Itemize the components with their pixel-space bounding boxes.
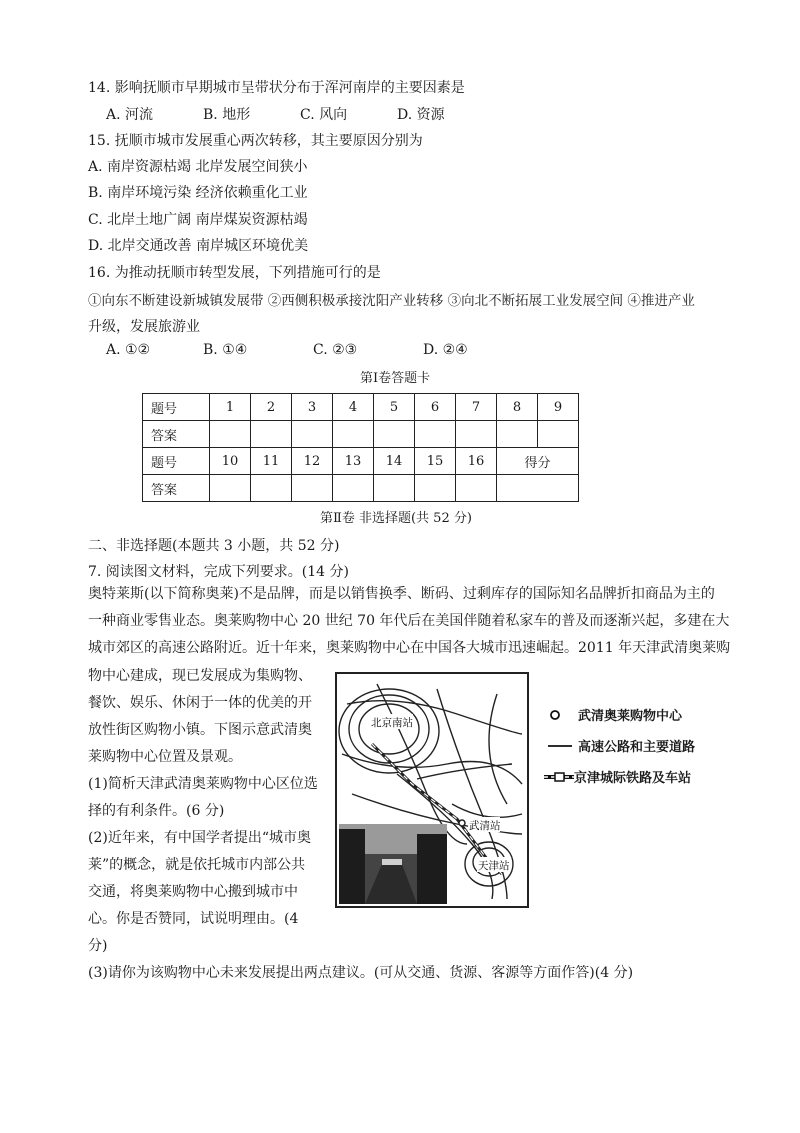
question-number-cell: 10 bbox=[210, 448, 251, 475]
q7-sub2-line: (2)近年来，有中国学者提出“城市奥 bbox=[88, 830, 311, 846]
q15-option-a: A. 南岸资源枯竭 北岸发展空间狭小 bbox=[88, 159, 308, 175]
answer-cell[interactable] bbox=[456, 421, 497, 448]
railway-icon bbox=[544, 771, 574, 787]
table-row bbox=[143, 448, 579, 475]
q15-option-d: D. 北岸交通改善 南岸城区环境优美 bbox=[88, 238, 309, 254]
legend-mall bbox=[548, 705, 682, 726]
answer-cell[interactable] bbox=[210, 475, 251, 502]
q7-intro: 7. 阅读图文材料，完成下列要求。(14 分) bbox=[88, 564, 349, 580]
question-number-cell: 7 bbox=[456, 394, 497, 421]
q16-statements-2: 升级，发展旅游业 bbox=[88, 319, 200, 335]
number-header: 题号 bbox=[143, 448, 210, 475]
question-number-cell: 11 bbox=[251, 448, 292, 475]
question-number-cell: 6 bbox=[415, 394, 456, 421]
q15-option-c: C. 北岸土地广阔 南岸煤炭资源枯竭 bbox=[88, 212, 308, 228]
map-drawing bbox=[337, 674, 527, 906]
table-row bbox=[143, 475, 579, 502]
legend-railway bbox=[544, 767, 691, 787]
q14-option-c: C. 风向 bbox=[300, 107, 348, 123]
left-line: 放性街区购物小镇。下图示意武清奥 bbox=[88, 722, 312, 738]
q16-stem: 16. 为推动抚顺市转型发展，下列措施可行的是 bbox=[88, 265, 381, 281]
answer-cell[interactable] bbox=[415, 421, 456, 448]
q16-option-a: A. ①② bbox=[106, 342, 151, 358]
question-number-cell: 12 bbox=[292, 448, 333, 475]
answer-cell[interactable] bbox=[210, 421, 251, 448]
question-number-cell: 16 bbox=[456, 448, 497, 475]
answer-cell[interactable] bbox=[333, 475, 374, 502]
question-number-cell: 13 bbox=[333, 448, 374, 475]
answer-cell[interactable] bbox=[415, 475, 456, 502]
answer-cell[interactable] bbox=[538, 421, 579, 448]
answer-cell[interactable] bbox=[292, 475, 333, 502]
q7-sub2-line: 心。你是否赞同，试说明理由。(4 bbox=[88, 911, 299, 927]
answer-cell[interactable] bbox=[292, 421, 333, 448]
passage-line: 奥特莱斯(以下简称奥莱)不是品牌，而是以销售换季、断码、过剩库存的国际知名品牌折扣商品为主的 bbox=[88, 586, 715, 602]
answer-cell[interactable] bbox=[374, 421, 415, 448]
section2-title: 第Ⅱ卷 非选择题(共 52 分) bbox=[320, 511, 472, 526]
score-cell[interactable] bbox=[497, 475, 579, 502]
q15-stem: 15. 抚顺市城市发展重心两次转移，其主要原因分别为 bbox=[88, 133, 423, 149]
answer-cell[interactable] bbox=[374, 475, 415, 502]
answer-cell[interactable] bbox=[333, 421, 374, 448]
question-number-cell: 9 bbox=[538, 394, 579, 421]
legend-mall-label: 武清奥莱购物中心 bbox=[578, 709, 683, 724]
section2-heading: 二、非选择题(本题共 3 小题，共 52 分) bbox=[88, 538, 340, 554]
left-line: 莱购物中心位置及景观。 bbox=[88, 749, 242, 765]
answer-cell[interactable] bbox=[251, 421, 292, 448]
q16-statements-1: ①向东不断建设新城镇发展带 ②西侧积极承接沈阳产业转移 ③向北不断拓展工业发展空间 ④推进产业 bbox=[88, 293, 695, 309]
q14-option-d: D. 资源 bbox=[397, 107, 445, 123]
question-number-cell: 4 bbox=[333, 394, 374, 421]
q7-sub2-line: 交通，将奥莱购物中心搬到城市中 bbox=[88, 884, 298, 900]
question-number-cell: 15 bbox=[415, 448, 456, 475]
landscape-photo bbox=[339, 824, 447, 904]
answer-cell[interactable] bbox=[251, 475, 292, 502]
question-number-cell: 5 bbox=[374, 394, 415, 421]
answer-cell[interactable] bbox=[456, 475, 497, 502]
q15-option-b: B. 南岸环境污染 经济依赖重化工业 bbox=[88, 185, 308, 201]
q7-passage bbox=[88, 581, 731, 662]
label-beijing-south: 北京南站 bbox=[371, 717, 413, 729]
q7-sub3: (3)请你为该购物中心未来发展提出两点建议。(可从交通、货源、客源等方面作答)(4 分) bbox=[88, 965, 634, 981]
answer-card-table bbox=[142, 393, 579, 502]
question-number-cell: 3 bbox=[292, 394, 333, 421]
question-number-cell: 8 bbox=[497, 394, 538, 421]
answer-header: 答案 bbox=[143, 421, 210, 448]
location-map bbox=[335, 672, 529, 908]
circle-icon bbox=[548, 708, 578, 726]
answer-cell[interactable] bbox=[497, 421, 538, 448]
legend-roads bbox=[548, 736, 695, 755]
score-header: 得分 bbox=[497, 448, 579, 475]
question-number-cell: 1 bbox=[210, 394, 251, 421]
q7-sub2-line: 分) bbox=[88, 938, 108, 954]
legend-railway-label: 京津城际铁路及车站 bbox=[574, 771, 692, 786]
q14-option-a: A. 河流 bbox=[106, 107, 154, 123]
legend-roads-label: 高速公路和主要道路 bbox=[578, 740, 696, 755]
question-number-cell: 14 bbox=[374, 448, 415, 475]
q16-option-d: D. ②④ bbox=[423, 342, 468, 358]
table-row bbox=[143, 421, 579, 448]
table-row bbox=[143, 394, 579, 421]
passage-line: 城市郊区的高速公路附近。近十年来，奥莱购物中心在中国各大城市迅速崛起。2011 年天津武清奥莱购 bbox=[88, 640, 731, 656]
q16-options bbox=[106, 342, 506, 358]
left-line: 物中心建成，现已发展成为集购物、 bbox=[88, 668, 312, 684]
passage-line: 一种商业零售业态。奥莱购物中心 20 世纪 70 年代后在美国伴随着私家车的普及而逐渐兴起，多建在大 bbox=[88, 613, 730, 629]
q16-option-b: B. ①④ bbox=[203, 342, 248, 358]
q7-sub1-line: 择的有利条件。(6 分) bbox=[88, 803, 225, 819]
road-line-icon bbox=[548, 740, 578, 755]
answer-card-title: 第Ⅰ卷答题卡 bbox=[360, 371, 431, 386]
q7-sub2-line: 莱”的概念，就是依托城市内部公共 bbox=[88, 857, 306, 873]
mall-marker bbox=[459, 820, 465, 826]
q14-option-b: B. 地形 bbox=[203, 107, 251, 123]
label-tianjin: 天津站 bbox=[478, 860, 510, 872]
question-number-cell: 2 bbox=[251, 394, 292, 421]
q7-left-column bbox=[88, 663, 328, 960]
left-line: 餐饮、娱乐、休闲于一体的优美的开 bbox=[88, 695, 312, 711]
number-header: 题号 bbox=[143, 394, 210, 421]
answer-header: 答案 bbox=[143, 475, 210, 502]
q14-stem: 14. 影响抚顺市早期城市呈带状分布于浑河南岸的主要因素是 bbox=[88, 80, 465, 96]
q7-sub1-line: (1)简析天津武清奥莱购物中心区位选 bbox=[88, 776, 318, 792]
q16-option-c: C. ②③ bbox=[313, 342, 358, 358]
label-wuqing: 武清站 bbox=[469, 820, 501, 832]
q14-options bbox=[106, 104, 486, 124]
